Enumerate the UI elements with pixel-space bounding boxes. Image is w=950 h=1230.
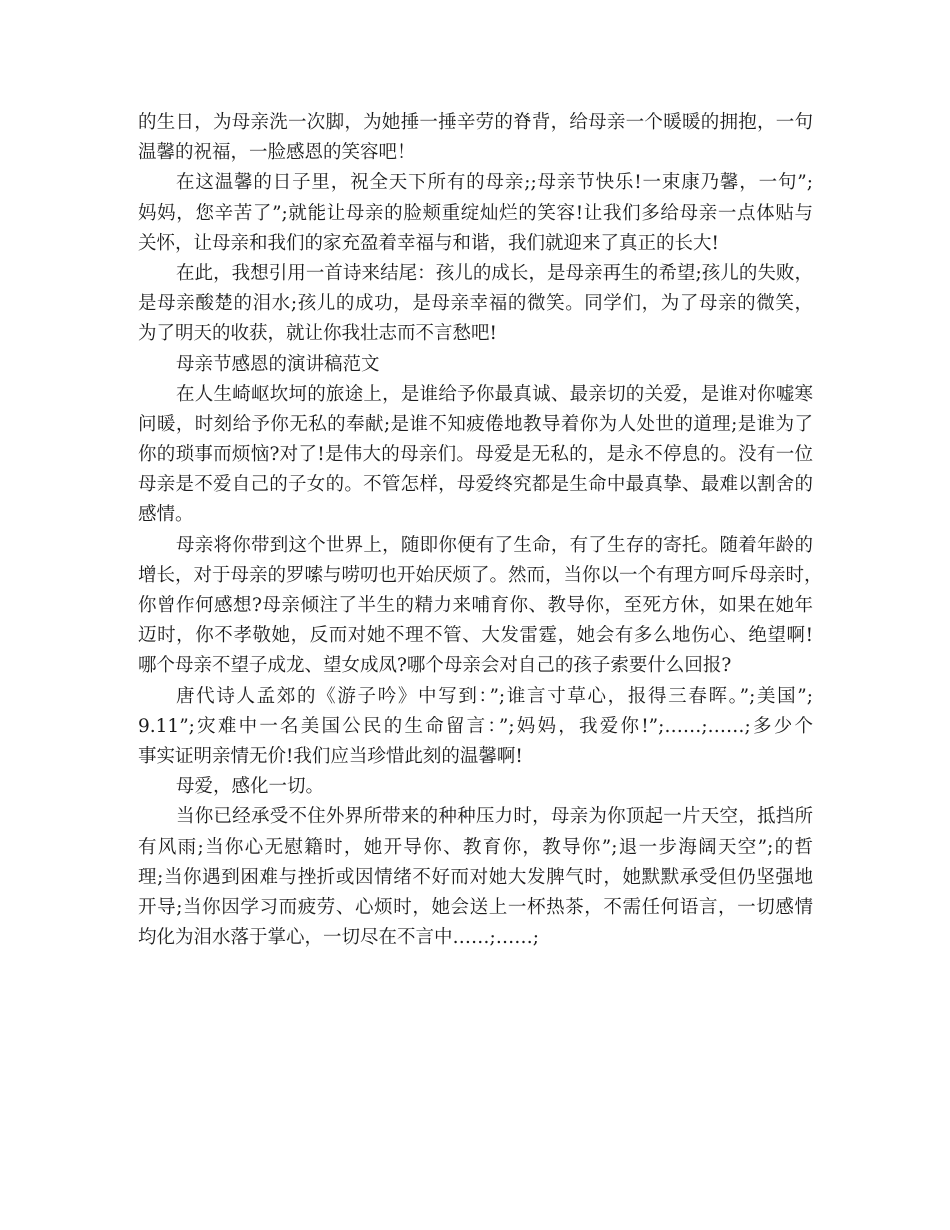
text-line: 事实证明亲情无价!我们应当珍惜此刻的温馨啊! xyxy=(138,745,523,767)
document-body xyxy=(138,108,823,953)
text-line: 母爱，感化一切。 xyxy=(176,776,325,798)
text-line: 你曾作何感想?母亲倾注了半生的精力来哺育你、教导你，至死方休，如果在她年 xyxy=(138,595,813,616)
text-line: 理;当你遇到困难与挫折或因情绪不好而对她大发脾气时，她默默承受但仍坚强地 xyxy=(138,866,813,888)
text-line: 开导;当你因学习而疲劳、心烦时，她会送上一杯热茶，不需任何语言，一切感情 xyxy=(138,896,813,918)
text-line: 迈时，你不孝敬她，反而对她不理不管、大发雷霆，她会有多么地伤心、绝望啊! xyxy=(138,625,813,647)
section-title: 母亲节感恩的演讲稿范文 xyxy=(176,353,380,375)
paragraph-mother-love-short xyxy=(138,772,813,802)
paragraph-life-journey xyxy=(138,380,813,531)
text-line: 当你已经承受不住外界所带来的种种压力时，母亲为你顶起一片天空，抵挡所 xyxy=(176,806,813,828)
text-line: 有风雨;当你心无慰籍时，她开导你、教育你，教导你”;退一步海阔天空”;的哲 xyxy=(138,836,813,858)
section-heading xyxy=(138,350,813,380)
paragraph-poem-quote xyxy=(138,682,813,773)
text-line: 的生日，为母亲洗一次脚，为她捶一捶辛劳的脊背，给母亲一个暖暖的拥抱，一句 xyxy=(138,112,813,133)
paragraph-mothers-day-greeting xyxy=(138,168,813,259)
text-line: 为了明天的收获，就让你我壮志而不言愁吧! xyxy=(138,323,497,345)
text-line: 问暖，时刻给予你无私的奉献;是谁不知疲倦地教导着你为人处世的道理;是谁为了 xyxy=(138,413,813,435)
text-line: 哪个母亲不望子成龙、望女成凤?哪个母亲会对自己的孩子索要什么回报? xyxy=(138,655,732,677)
text-line: 温馨的祝福，一脸感恩的笑容吧！ xyxy=(138,142,416,164)
paragraph-closing-poem xyxy=(138,259,813,350)
text-line: 感情。 xyxy=(138,504,194,526)
text-line: 是母亲酸楚的泪水;孩儿的成功，是母亲幸福的微笑。同学们，为了母亲的微笑， xyxy=(138,293,813,315)
text-line: 母亲将你带到这个世界上，随即你便有了生命，有了生存的寄托。随着年龄的 xyxy=(176,534,813,556)
text-line: 关怀，让母亲和我们的家充盈着幸福与和谐，我们就迎来了真正的长大! xyxy=(138,232,719,254)
text-line: 在人生崎岖坎坷的旅途上，是谁给予你最真诚、最亲切的关爱，是谁对你嘘寒 xyxy=(176,383,813,405)
paragraph-under-pressure xyxy=(138,802,813,953)
text-line: 唐代诗人孟郊的《游子吟》中写到：”;谁言寸草心，报得三春晖。”;美国”; xyxy=(176,685,813,707)
text-line: 在此，我想引用一首诗来结尾：孩儿的成长，是母亲再生的希望;孩儿的失败， xyxy=(176,262,813,284)
text-line: 母亲是不爱自己的子女的。不管怎样，母爱终究都是生命中最真挚、最难以割舍的 xyxy=(138,474,813,496)
text-line: 在这温馨的日子里，祝全天下所有的母亲;;母亲节快乐!一束康乃馨，一句”; xyxy=(176,172,813,194)
text-line: 增长，对于母亲的罗嗦与唠叨也开始厌烦了。然而，当你以一个有理方呵斥母亲时， xyxy=(138,564,823,586)
text-line: 均化为泪水落于掌心，一切尽在不言中……;……; xyxy=(138,927,539,949)
paragraph-brought-into-world xyxy=(138,531,823,682)
paragraph-birthday-wish xyxy=(138,108,813,168)
text-line: 妈妈，您辛苦了”;就能让母亲的脸颊重绽灿烂的笑容!让我们多给母亲一点体贴与 xyxy=(138,202,813,224)
text-line: 你的琐事而烦恼?对了!是伟大的母亲们。母爱是无私的，是永不停息的。没有一位 xyxy=(138,444,813,466)
text-line: 9.11”;灾难中一名美国公民的生命留言：”;妈妈，我爱你!”;……;……;多少个 xyxy=(138,715,813,737)
